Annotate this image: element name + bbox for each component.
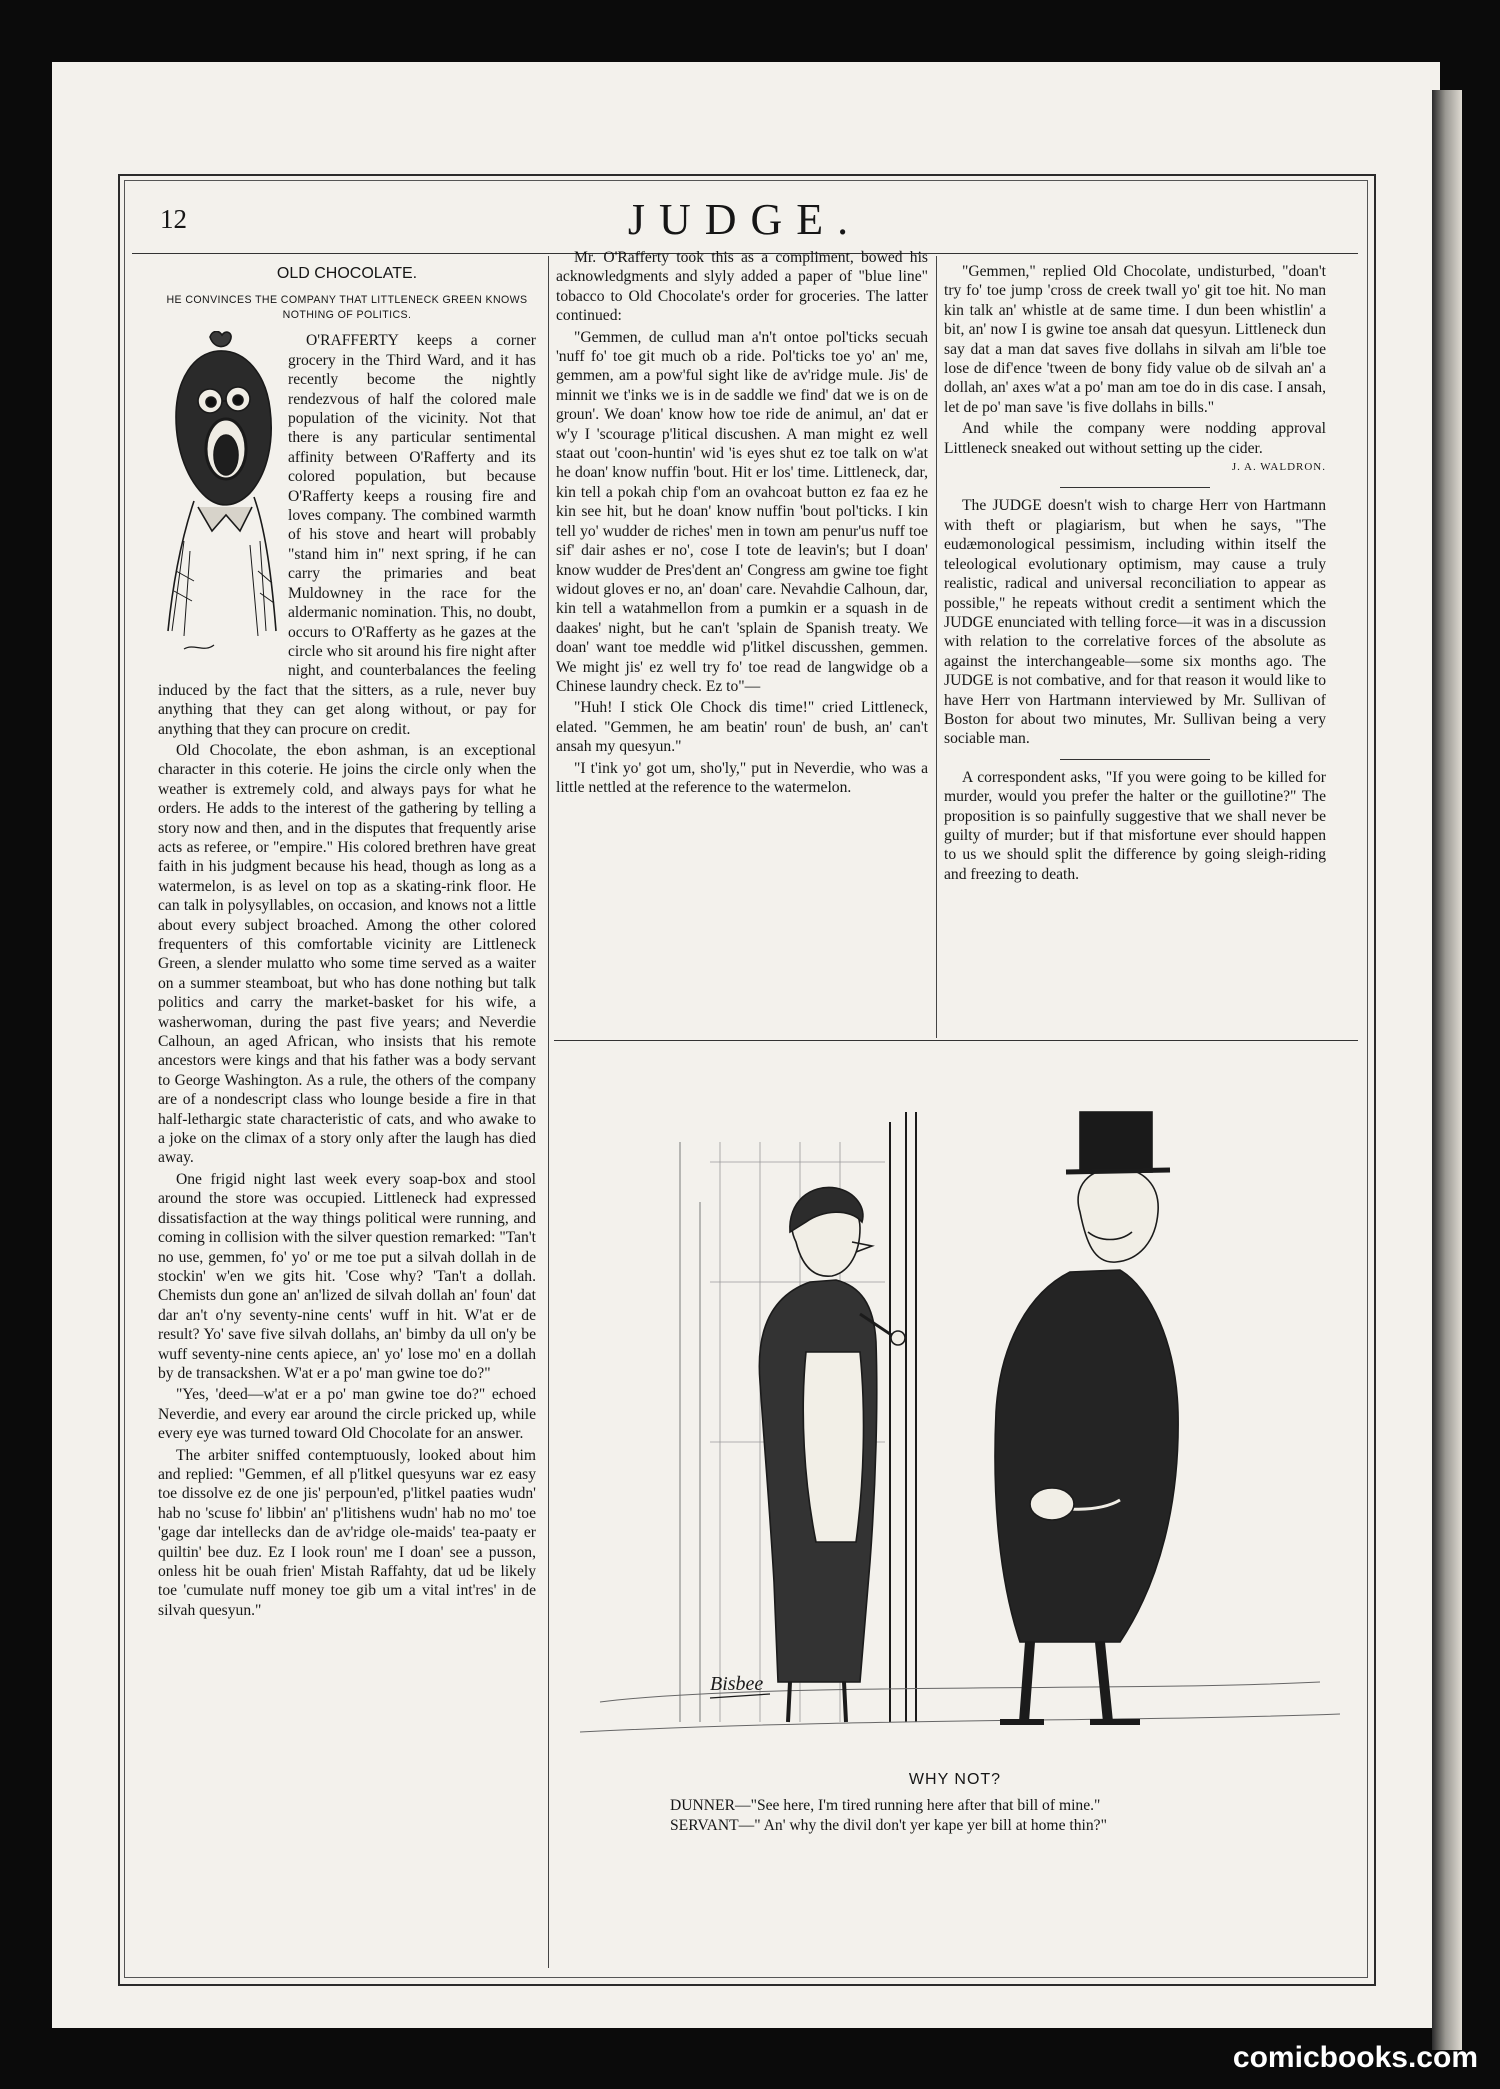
old-chocolate-portrait xyxy=(158,331,282,661)
article-paragraph: "Yes, 'deed—w'at er a po' man gwine toe do?" echoed Neverdie, and every ear around the circle pricked up, while every eye was turned toward Old Chocolate for an answer. xyxy=(158,1386,536,1443)
column-rule-1 xyxy=(548,256,549,1968)
dialogue-line-servant xyxy=(670,1816,1310,1836)
page-number: 12 xyxy=(160,204,187,234)
hartmann-paragraph: The JUDGE doesn't wish to charge Herr von Hartmann with theft or plagiarism, but when he says, "The eudæmonological pessimism, including within itself the teleological evolutionary optimism, may cause a truly realistic, radical and universal reconciliation to appear as possible," he repeats without credit a sentiment which the JUDGE enunciated with telling force—it was in a discussion with relation to the correlative forces of the absolute as against the interchangeable—some six months ago. The JUDGE is not combative, and for that reason it would like to have Herr von Hartmann interviewed by Mr. Sullivan of Boston for about two minutes, Mr. Sullivan being a very sociable man. xyxy=(944,497,1326,748)
binding-edge xyxy=(1432,90,1462,2050)
column-rule-2 xyxy=(936,256,937,1038)
column-2 xyxy=(556,248,928,1038)
article-paragraph: "Huh! I stick Ole Chock dis time!" cried Littleneck, elated. "Gemmen, he am beatin' roun' de bush, an' can't ansah my quesyun." xyxy=(556,699,928,756)
correspondent-paragraph: A correspondent asks, "If you were going to be killed for murder, would you prefer the halter or the guillotine?" The proposition is so painfully suggestive that we shall never be guilty of murder; but if that misfortune ever should happen to us we should split the difference by going sleigh-riding and freezing to death. xyxy=(944,768,1326,883)
dunner-speech: "See here, I'm tired running here after that bill of mine." xyxy=(750,1797,1101,1814)
column-3 xyxy=(944,262,1326,1038)
article-paragraph: O'RAFFERTY keeps a corner grocery in the Third Ward, and it has recently become the nightly rendezvous of half the colored male population of the vicinity. Not that there is any particular sentimental affinity between O'Rafferty and its colored population, but because O'Rafferty keeps a rousing fire and loves company. The combined warmth of his stove and heart will probably "stand him in" next spring, if he can carry the primaries and beat Muldowney in the race for the aldermanic nomination. This, no doubt, occurs to O'Rafferty as he gazes at the circle who sit around his fire night after night, and counterbalances the feeling induced by the fact that the sitters, as a rule, never buy anything that they can get along without, or pay for anything that they can procure on credit. xyxy=(158,332,536,738)
artist-signature: Bisbee xyxy=(710,1673,764,1695)
why-not-cartoon xyxy=(560,1082,1350,1747)
article-paragraph: "I t'ink yo' got um, sho'ly," put in Neverdie, who was a little nettled at the reference to the watermelon. xyxy=(556,759,928,796)
section-separator xyxy=(1060,759,1210,760)
speaker-servant: SERVANT— xyxy=(670,1817,755,1834)
servant-speech: " An' why the divil don't yer kape yer bill at home thin?" xyxy=(754,1817,1107,1834)
section-separator xyxy=(1060,487,1210,488)
speaker-dunner: DUNNER— xyxy=(670,1797,751,1814)
cartoon-dialogue xyxy=(670,1796,1310,1836)
article-subhead: HE CONVINCES THE COMPANY THAT LITTLENECK GREEN KNOWS NOTHING OF POLITICS. xyxy=(166,294,528,322)
cartoon-top-rule xyxy=(554,1040,1358,1041)
article-paragraph: The arbiter sniffed contemptuously, looked about him and replied: "Gemmen, ef all p'litkel quesyuns war ez easy toe dissolve ez de one jis' perpoun'ed, p'litkel paaties wudn' hab no 'scuse fo' libbin' an' p'litishens wudn' hab no mo' toe 'gage dar intellecks dan de av'ridge ole-maids' tea-paaty er quiltin' bee duz. Ez I look roun' me I doan' see a pusson, onless hit be ouah frien' Mistah Raffahty, dat ud be likely toe 'cumulate nuff money toe gib um a vital int'res' in de silvah quesyun." xyxy=(158,1446,536,1619)
article-signature: J. A. WALDRON. xyxy=(1231,461,1326,474)
article-paragraph: Old Chocolate, the ebon ashman, is an exceptional character in this coterie. He joins the circle only when the weather is extremely cold, and always pays for what he orders. He adds to the interest of the gathering by telling a story now and then, and in the disputes that frequently arise acts as referee, or "empire." His colored brethren have great faith in his judgment because his head, though as long as a watermelon, is as level on top as a skating-rink floor. He can talk in polysyllables, on occasion, and knows not a little about every subject broached. Among the other colored frequenters of this comfortable vicinity are Littleneck Green, a slender mulatto who some time served as a waiter on a summer steamboat, but who has done nothing but talk politics and carry the market-basket for his wife, a washerwoman, during the past five years; and Neverdie Calhoun, an aged African, who insists that his remote ancestors were kings and that his father was a body servant to George Washington. As a rule, the others of the company are of a nondescript class who lounge beside a fire in that half-lethargic state characteristic of cats, and who awake to a joke on the climax of a story only after the laugh has died away. xyxy=(158,741,536,1167)
dialogue-line-dunner xyxy=(670,1796,1310,1816)
masthead-title: JUDGE. xyxy=(627,195,863,244)
article-paragraph: "Gemmen, de cullud man a'n't ontoe pol'ticks secuah 'nuff fo' toe git much ob a ride. Pol'ticks toe yo' an' me, gemmen, am a pow'ful sight like de av'ridge mule. Jis' de minnit we t'inks we is in de saddle we find' dat we is on de groun'. We doan' know how toe ride de animul, an' dat er w'y I 'scourage p'litical discushen. A man might ez well staat out 'coon-huntin' wid 'is eyes shut ez toe talk on w'at he doan' know nuffin 'bout. Hit er los' time. Littleneck, dar, kin tell a pokah chip f'om an ovahcoat button ez faa ez he kin see hit, but he doan' know nuffin 'bout pol'ticks. I kin tell yo' wudder de riches' men in town am penur'us nuff toe sif' dair ashes er no', cose I tote de leavin's; but I doan' know wudder de Pres'dent an' Congress am gwine toe fight widout gloves er no, an' doan' care. Nevahdie Calhoun, dar, kin tell a watahmellon from a pumkin er a squash in de daakes' night, but he can't 'splain de Spanish treaty. We doan' want toe meddle wid p'litkel discusshen, gemmen. We might jis' ez well try fo' toe read de langwidge ob a Chinese laundry check. Ez to"— xyxy=(556,328,928,695)
article-paragraph: One frigid night last week every soap-box and stool around the store was occupied. Littleneck had expressed dissatisfaction at the way things political were running, and coming in collision with the silver question remarked: "Tan't no use, gemmen, fo' yo' or me toe put a silvah dollah in de stockin' w'en we gits hit. 'Cose why? 'Tan't a dollah. Chemists dun gone an' an'lized de silvah dollah an' foun' dat dar an't o'ny seventy-nine cents' wuff in hit. W'at er de result? Yo' save five silvah dollahs, an' bimby da ull on'y be wuff seventy-nine cents apiece, an' yo' lose mo' en a dollah by de transackshen. W'at er a po' man gwine toe do?" xyxy=(158,1170,536,1382)
article-headline: OLD CHOCOLATE. xyxy=(276,265,418,282)
article-paragraph: "Gemmen," replied Old Chocolate, undisturbed, "doan't try fo' toe jump 'cross de creek twall yo' git toe hit. No man kin talk an' whistle at de same time. I dun been whistlin' a bit, an' now I is gwine toe ansah dat quesyun. Littleneck dun say dat a man dat saves five dollahs in silvah am li'ble toe lose de dif'ence 'tween de bony fidy value ob de silvah an' a dollah, an' axes w'at a po' man am toe do in dis case. I ansah, let de po' man save 'is five dollahs in bills." xyxy=(944,263,1326,416)
article-paragraph: Mr. O'Rafferty took this as a compliment, bowed his acknowledgments and slyly added a paper of "blue line" tobacco to Old Chocolate's order for groceries. The latter continued: xyxy=(556,249,928,325)
masthead xyxy=(128,190,1362,250)
watermark: comicbooks.com xyxy=(1232,2041,1478,2074)
cartoon-caption-title: WHY NOT? xyxy=(908,1771,1002,1788)
article-paragraph: And while the company were nodding approval Littleneck sneaked out without setting up the cider. xyxy=(944,420,1326,457)
column-1 xyxy=(158,258,536,1964)
